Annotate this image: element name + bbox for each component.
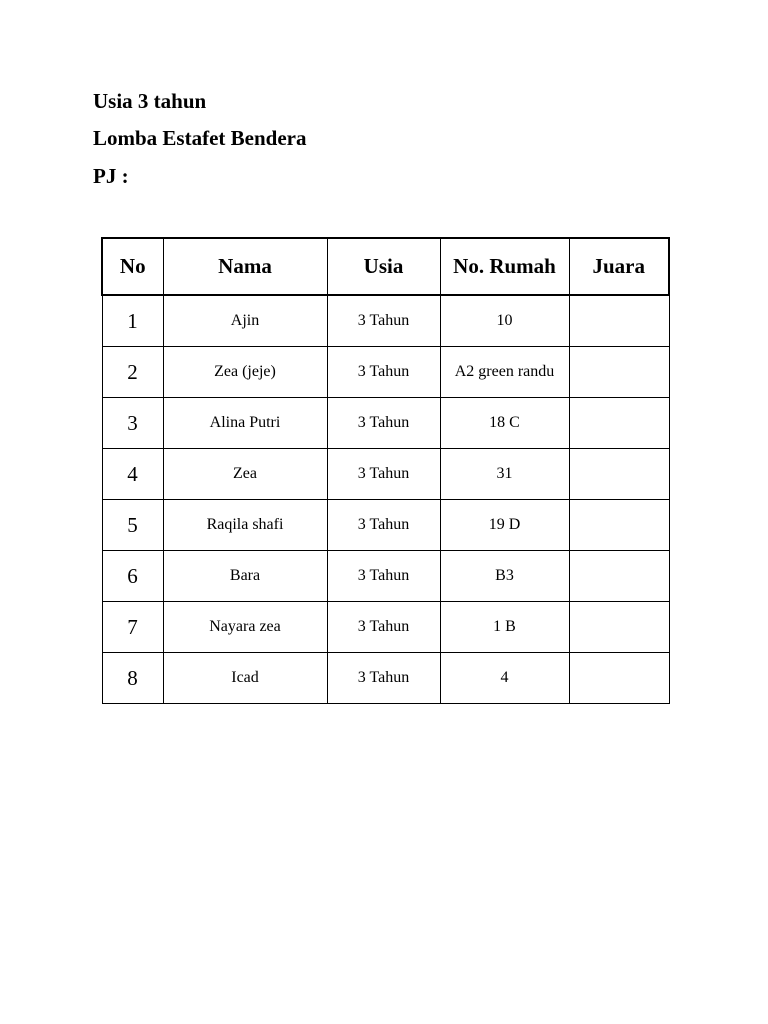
cell-no: 7 <box>102 602 163 653</box>
cell-no: 5 <box>102 500 163 551</box>
cell-juara <box>569 551 669 602</box>
cell-usia: 3 Tahun <box>327 295 440 347</box>
cell-nama: Zea <box>163 449 327 500</box>
cell-no: 3 <box>102 398 163 449</box>
cell-no-rumah: 31 <box>440 449 569 500</box>
pj-heading: PJ : <box>93 164 129 188</box>
cell-no-rumah: 19 D <box>440 500 569 551</box>
table-row <box>102 398 669 449</box>
cell-juara <box>569 602 669 653</box>
column-header-usia: Usia <box>327 238 440 295</box>
column-header-no-rumah: No. Rumah <box>440 238 569 295</box>
cell-no-rumah: 4 <box>440 653 569 704</box>
cell-juara <box>569 449 669 500</box>
table-row <box>102 500 669 551</box>
cell-juara <box>569 347 669 398</box>
cell-juara <box>569 295 669 347</box>
table-row <box>102 653 669 704</box>
cell-no-rumah: A2 green randu <box>440 347 569 398</box>
cell-juara <box>569 398 669 449</box>
table-row <box>102 295 669 347</box>
cell-usia: 3 Tahun <box>327 347 440 398</box>
cell-usia: 3 Tahun <box>327 653 440 704</box>
table-row <box>102 347 669 398</box>
cell-juara <box>569 653 669 704</box>
cell-no: 2 <box>102 347 163 398</box>
cell-no: 8 <box>102 653 163 704</box>
age-group-heading: Usia 3 tahun <box>93 89 207 113</box>
column-header-nama: Nama <box>163 238 327 295</box>
cell-nama: Bara <box>163 551 327 602</box>
cell-usia: 3 Tahun <box>327 449 440 500</box>
cell-juara <box>569 500 669 551</box>
cell-nama: Ajin <box>163 295 327 347</box>
cell-nama: Nayara zea <box>163 602 327 653</box>
table-row <box>102 449 669 500</box>
cell-usia: 3 Tahun <box>327 500 440 551</box>
table-header-row <box>102 238 669 295</box>
cell-no: 4 <box>102 449 163 500</box>
cell-no-rumah: 1 B <box>440 602 569 653</box>
column-header-juara: Juara <box>569 238 669 295</box>
cell-usia: 3 Tahun <box>327 398 440 449</box>
cell-no-rumah: 10 <box>440 295 569 347</box>
participant-table <box>101 237 670 704</box>
cell-no: 6 <box>102 551 163 602</box>
cell-nama: Icad <box>163 653 327 704</box>
table-row <box>102 551 669 602</box>
cell-no: 1 <box>102 295 163 347</box>
cell-no-rumah: B3 <box>440 551 569 602</box>
table-row <box>102 602 669 653</box>
cell-nama: Alina Putri <box>163 398 327 449</box>
column-header-no: No <box>102 238 163 295</box>
cell-no-rumah: 18 C <box>440 398 569 449</box>
cell-nama: Raqila shafi <box>163 500 327 551</box>
cell-nama: Zea (jeje) <box>163 347 327 398</box>
cell-usia: 3 Tahun <box>327 551 440 602</box>
competition-heading: Lomba Estafet Bendera <box>93 126 307 150</box>
cell-usia: 3 Tahun <box>327 602 440 653</box>
